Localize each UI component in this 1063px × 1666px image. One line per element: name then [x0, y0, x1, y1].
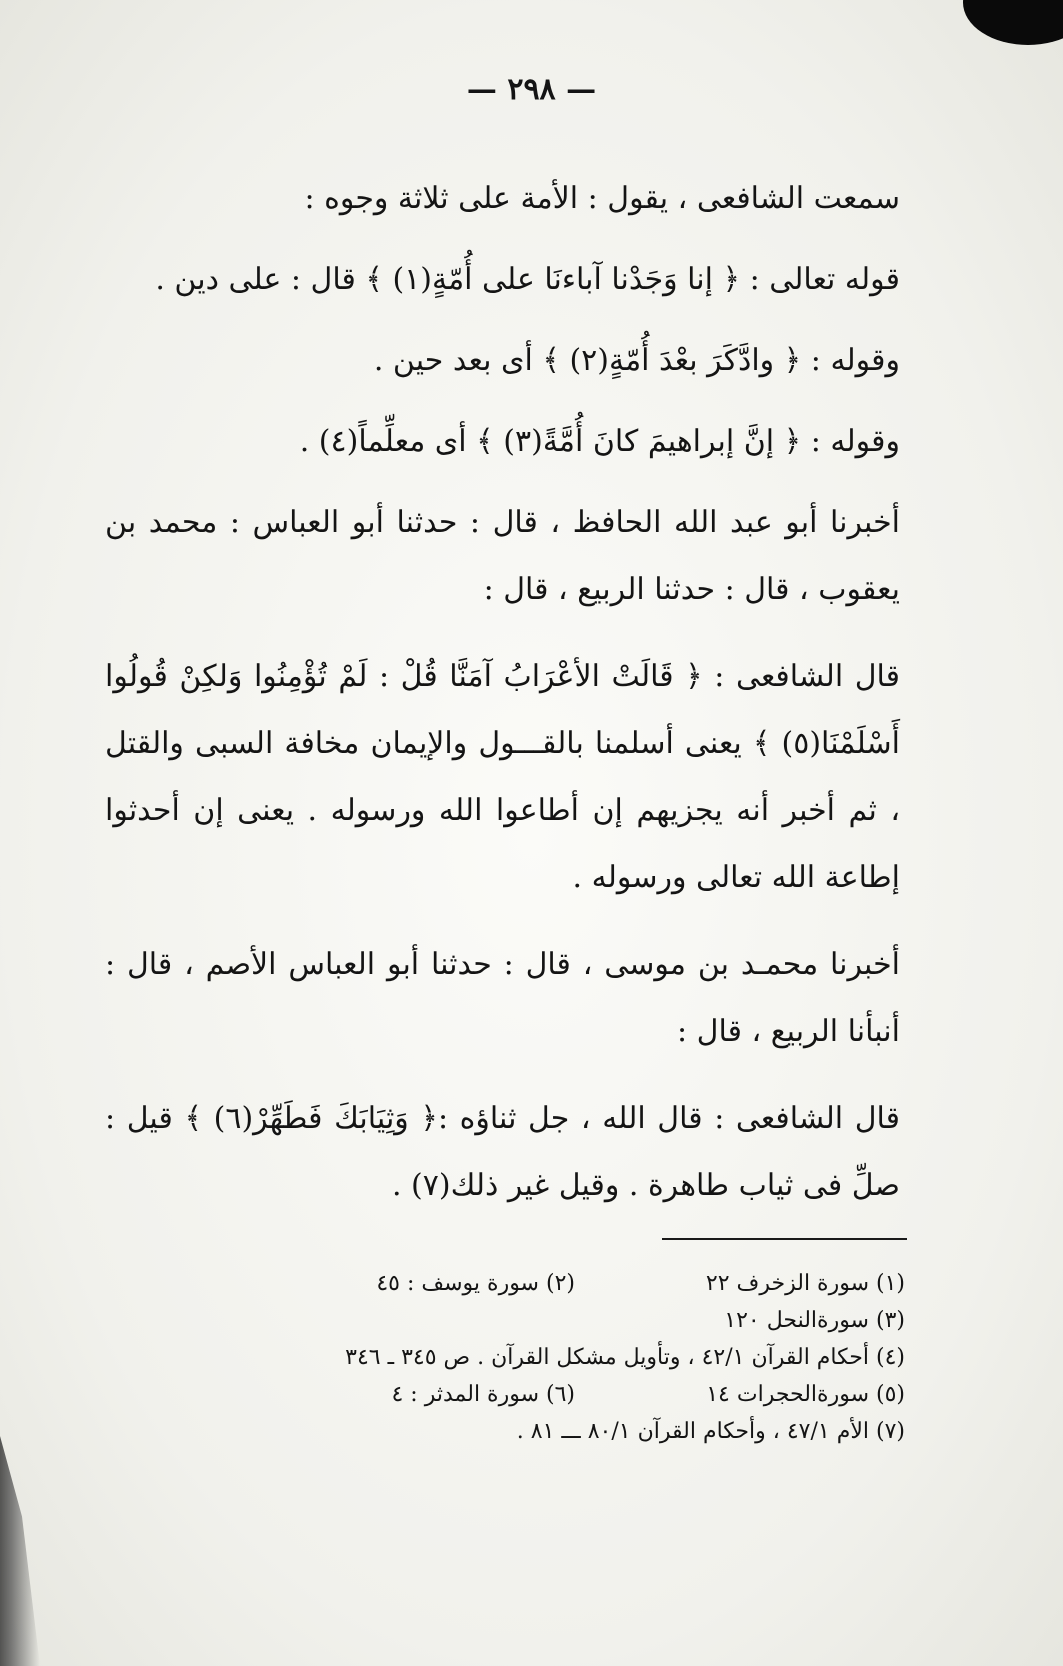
footnote: (٦) سورة المدثر : ٤ [391, 1382, 575, 1407]
paragraph: أخبرنا أبو عبد الله الحافظ ، قال : حدثنا أبو العباس : محمد بن يعقوب ، قال : حدثنا الربيع ، قال : [105, 505, 900, 607]
page-number: — ٢٩٨ — [466, 72, 597, 107]
main-text [105, 165, 900, 1239]
footnote: (٥) سورةالحجرات ١٤ [706, 1382, 905, 1407]
footnote: (٢) سورة يوسف : ٤٥ [376, 1271, 575, 1296]
footnote: (٧) الأم ٤٧/١ ، وأحكام القرآن ٨٠/١ ـــ ٨١ . [516, 1419, 905, 1444]
footnotes [255, 1265, 905, 1450]
footnote: (١) سورة الزخرف ٢٢ [705, 1271, 905, 1296]
scan-edge-shadow [0, 1436, 40, 1666]
paragraph: وقوله : ﴿ إنَّ إبراهيمَ كانَ أُمَّةً(٣) ﴾ أى معلِّماً(٤) . [299, 424, 900, 459]
paragraph: أخبرنا محمـد بن موسى ، قال : حدثنا أبو العباس الأصم ، قال : أنبأنا الربيع ، قال : [105, 947, 900, 1049]
paragraph: قال الشافعى : ﴿ قَالَتْ الأعْرَابُ آمَنَّا قُلْ : لَمْ تُؤْمِنُوا وَلكِنْ قُولُوا أَسْلَمْنَا(٥) ﴾ يعنى أسلمنا بالقـــول والإيمان مخافة السبى والقتل ، ثم أخبر أنه يجزيهم إن أطاعوا الله ورسوله . يعنى إن أحدثوا إطاعة الله تعالى ورسوله . [105, 659, 900, 895]
footnote-row [255, 1376, 905, 1413]
footnote-row [255, 1265, 905, 1302]
paragraph: وقوله : ﴿ وادَّكَرَ بعْدَ أُمّةٍ(٢) ﴾ أى بعد حين . [373, 343, 900, 378]
paragraph: سمعت الشافعى ، يقول : الأمة على ثلاثة وجوه : [304, 181, 900, 216]
footnote: (٤) أحكام القرآن ٤٢/١ ، وتأويل مشكل القرآن . ص ٣٤٥ ـ ٣٤٦ [345, 1345, 905, 1370]
footnote: (٣) سورةالنحل ١٢٠ [724, 1308, 905, 1333]
footnote-separator [662, 1238, 907, 1240]
paragraph: قال الشافعى : قال الله ، جل ثناؤه :﴿ وَثِيَابَكَ فَطَهِّرْ(٦) ﴾ قيل : صلِّ فى ثياب طاهرة . وقيل غير ذلك(٧) . [105, 1101, 900, 1203]
paragraph: قوله تعالى : ﴿ إنا وَجَدْنا آباءنَا على أُمّةٍ(١) ﴾ قال : على دين . [155, 262, 900, 297]
ink-blot [963, 0, 1063, 45]
